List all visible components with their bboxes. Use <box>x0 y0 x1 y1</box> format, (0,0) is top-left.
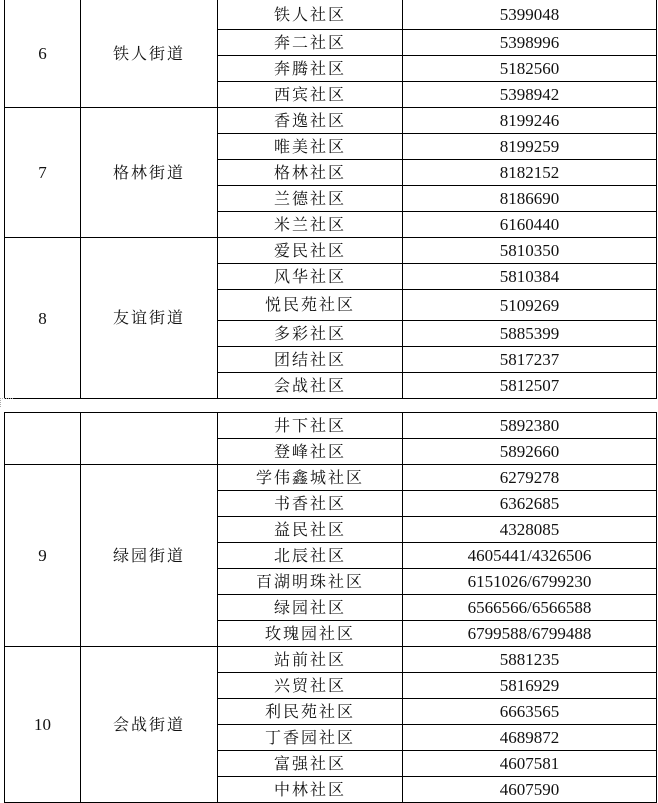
community-name: 香逸社区 <box>218 108 403 134</box>
community-name: 爱民社区 <box>218 238 403 264</box>
community-name: 风华社区 <box>218 264 403 290</box>
page-break-marker <box>0 398 13 407</box>
community-name: 格林社区 <box>218 160 403 186</box>
phone-number: 5885399 <box>403 321 657 347</box>
phone-number: 8182152 <box>403 160 657 186</box>
phone-number: 6362685 <box>403 491 657 517</box>
phone-number: 6799588/6799488 <box>403 621 657 647</box>
community-name: 团结社区 <box>218 347 403 373</box>
phone-number: 8186690 <box>403 186 657 212</box>
row-index: 7 <box>5 108 81 238</box>
community-name: 井下社区 <box>218 413 403 439</box>
street-name: 友谊街道 <box>81 238 218 399</box>
community-name: 站前社区 <box>218 647 403 673</box>
phone-number: 6566566/6566588 <box>403 595 657 621</box>
row-index: 10 <box>5 647 81 803</box>
phone-number: 8199246 <box>403 108 657 134</box>
community-name: 绿园社区 <box>218 595 403 621</box>
community-name: 书香社区 <box>218 491 403 517</box>
community-name: 米兰社区 <box>218 212 403 238</box>
phone-number: 5399048 <box>403 0 657 30</box>
community-name: 益民社区 <box>218 517 403 543</box>
table-row <box>5 238 657 264</box>
table-row <box>5 108 657 134</box>
table-row <box>5 413 657 439</box>
phone-number: 6160440 <box>403 212 657 238</box>
community-name: 悦民苑社区 <box>218 290 403 321</box>
row-index: 9 <box>5 465 81 647</box>
community-name: 中林社区 <box>218 777 403 803</box>
table-row <box>5 465 657 491</box>
phone-number: 5881235 <box>403 647 657 673</box>
community-name: 铁人社区 <box>218 0 403 30</box>
phone-number: 5182560 <box>403 56 657 82</box>
street-name: 格林街道 <box>81 108 218 238</box>
row-index: 8 <box>5 238 81 399</box>
phone-number: 5892380 <box>403 413 657 439</box>
phone-number: 6663565 <box>403 699 657 725</box>
phone-number: 4328085 <box>403 517 657 543</box>
community-name: 奔腾社区 <box>218 56 403 82</box>
community-name: 唯美社区 <box>218 134 403 160</box>
community-name: 富强社区 <box>218 751 403 777</box>
community-name: 兴贸社区 <box>218 673 403 699</box>
phone-number: 8199259 <box>403 134 657 160</box>
phone-number: 5817237 <box>403 347 657 373</box>
phone-number: 5398942 <box>403 82 657 108</box>
contact-table-part-2 <box>4 412 657 803</box>
community-name: 登峰社区 <box>218 439 403 465</box>
community-name: 百湖明珠社区 <box>218 569 403 595</box>
phone-number: 5109269 <box>403 290 657 321</box>
community-name: 利民苑社区 <box>218 699 403 725</box>
street-name: 绿园街道 <box>81 465 218 647</box>
phone-number: 5816929 <box>403 673 657 699</box>
phone-number: 5810350 <box>403 238 657 264</box>
phone-number: 5812507 <box>403 373 657 399</box>
phone-number: 4689872 <box>403 725 657 751</box>
street-name: 铁人街道 <box>81 0 218 108</box>
contact-table-part-1 <box>4 0 657 399</box>
table-row <box>5 647 657 673</box>
table-body <box>5 413 657 803</box>
phone-number: 5398996 <box>403 30 657 56</box>
table-row <box>5 0 657 30</box>
community-name: 玫瑰园社区 <box>218 621 403 647</box>
community-name: 会战社区 <box>218 373 403 399</box>
row-index: 6 <box>5 0 81 108</box>
community-name: 学伟鑫城社区 <box>218 465 403 491</box>
community-name: 北辰社区 <box>218 543 403 569</box>
community-name: 西宾社区 <box>218 82 403 108</box>
phone-number: 5892660 <box>403 439 657 465</box>
community-name: 兰德社区 <box>218 186 403 212</box>
phone-number: 6279278 <box>403 465 657 491</box>
phone-number: 4607581 <box>403 751 657 777</box>
phone-number: 4605441/4326506 <box>403 543 657 569</box>
row-index <box>5 413 81 465</box>
phone-number: 5810384 <box>403 264 657 290</box>
phone-number: 6151026/6799230 <box>403 569 657 595</box>
street-name <box>81 413 218 465</box>
street-name: 会战街道 <box>81 647 218 803</box>
community-name: 丁香园社区 <box>218 725 403 751</box>
community-name: 奔二社区 <box>218 30 403 56</box>
community-name: 多彩社区 <box>218 321 403 347</box>
phone-number: 4607590 <box>403 777 657 803</box>
table-body <box>5 0 657 399</box>
